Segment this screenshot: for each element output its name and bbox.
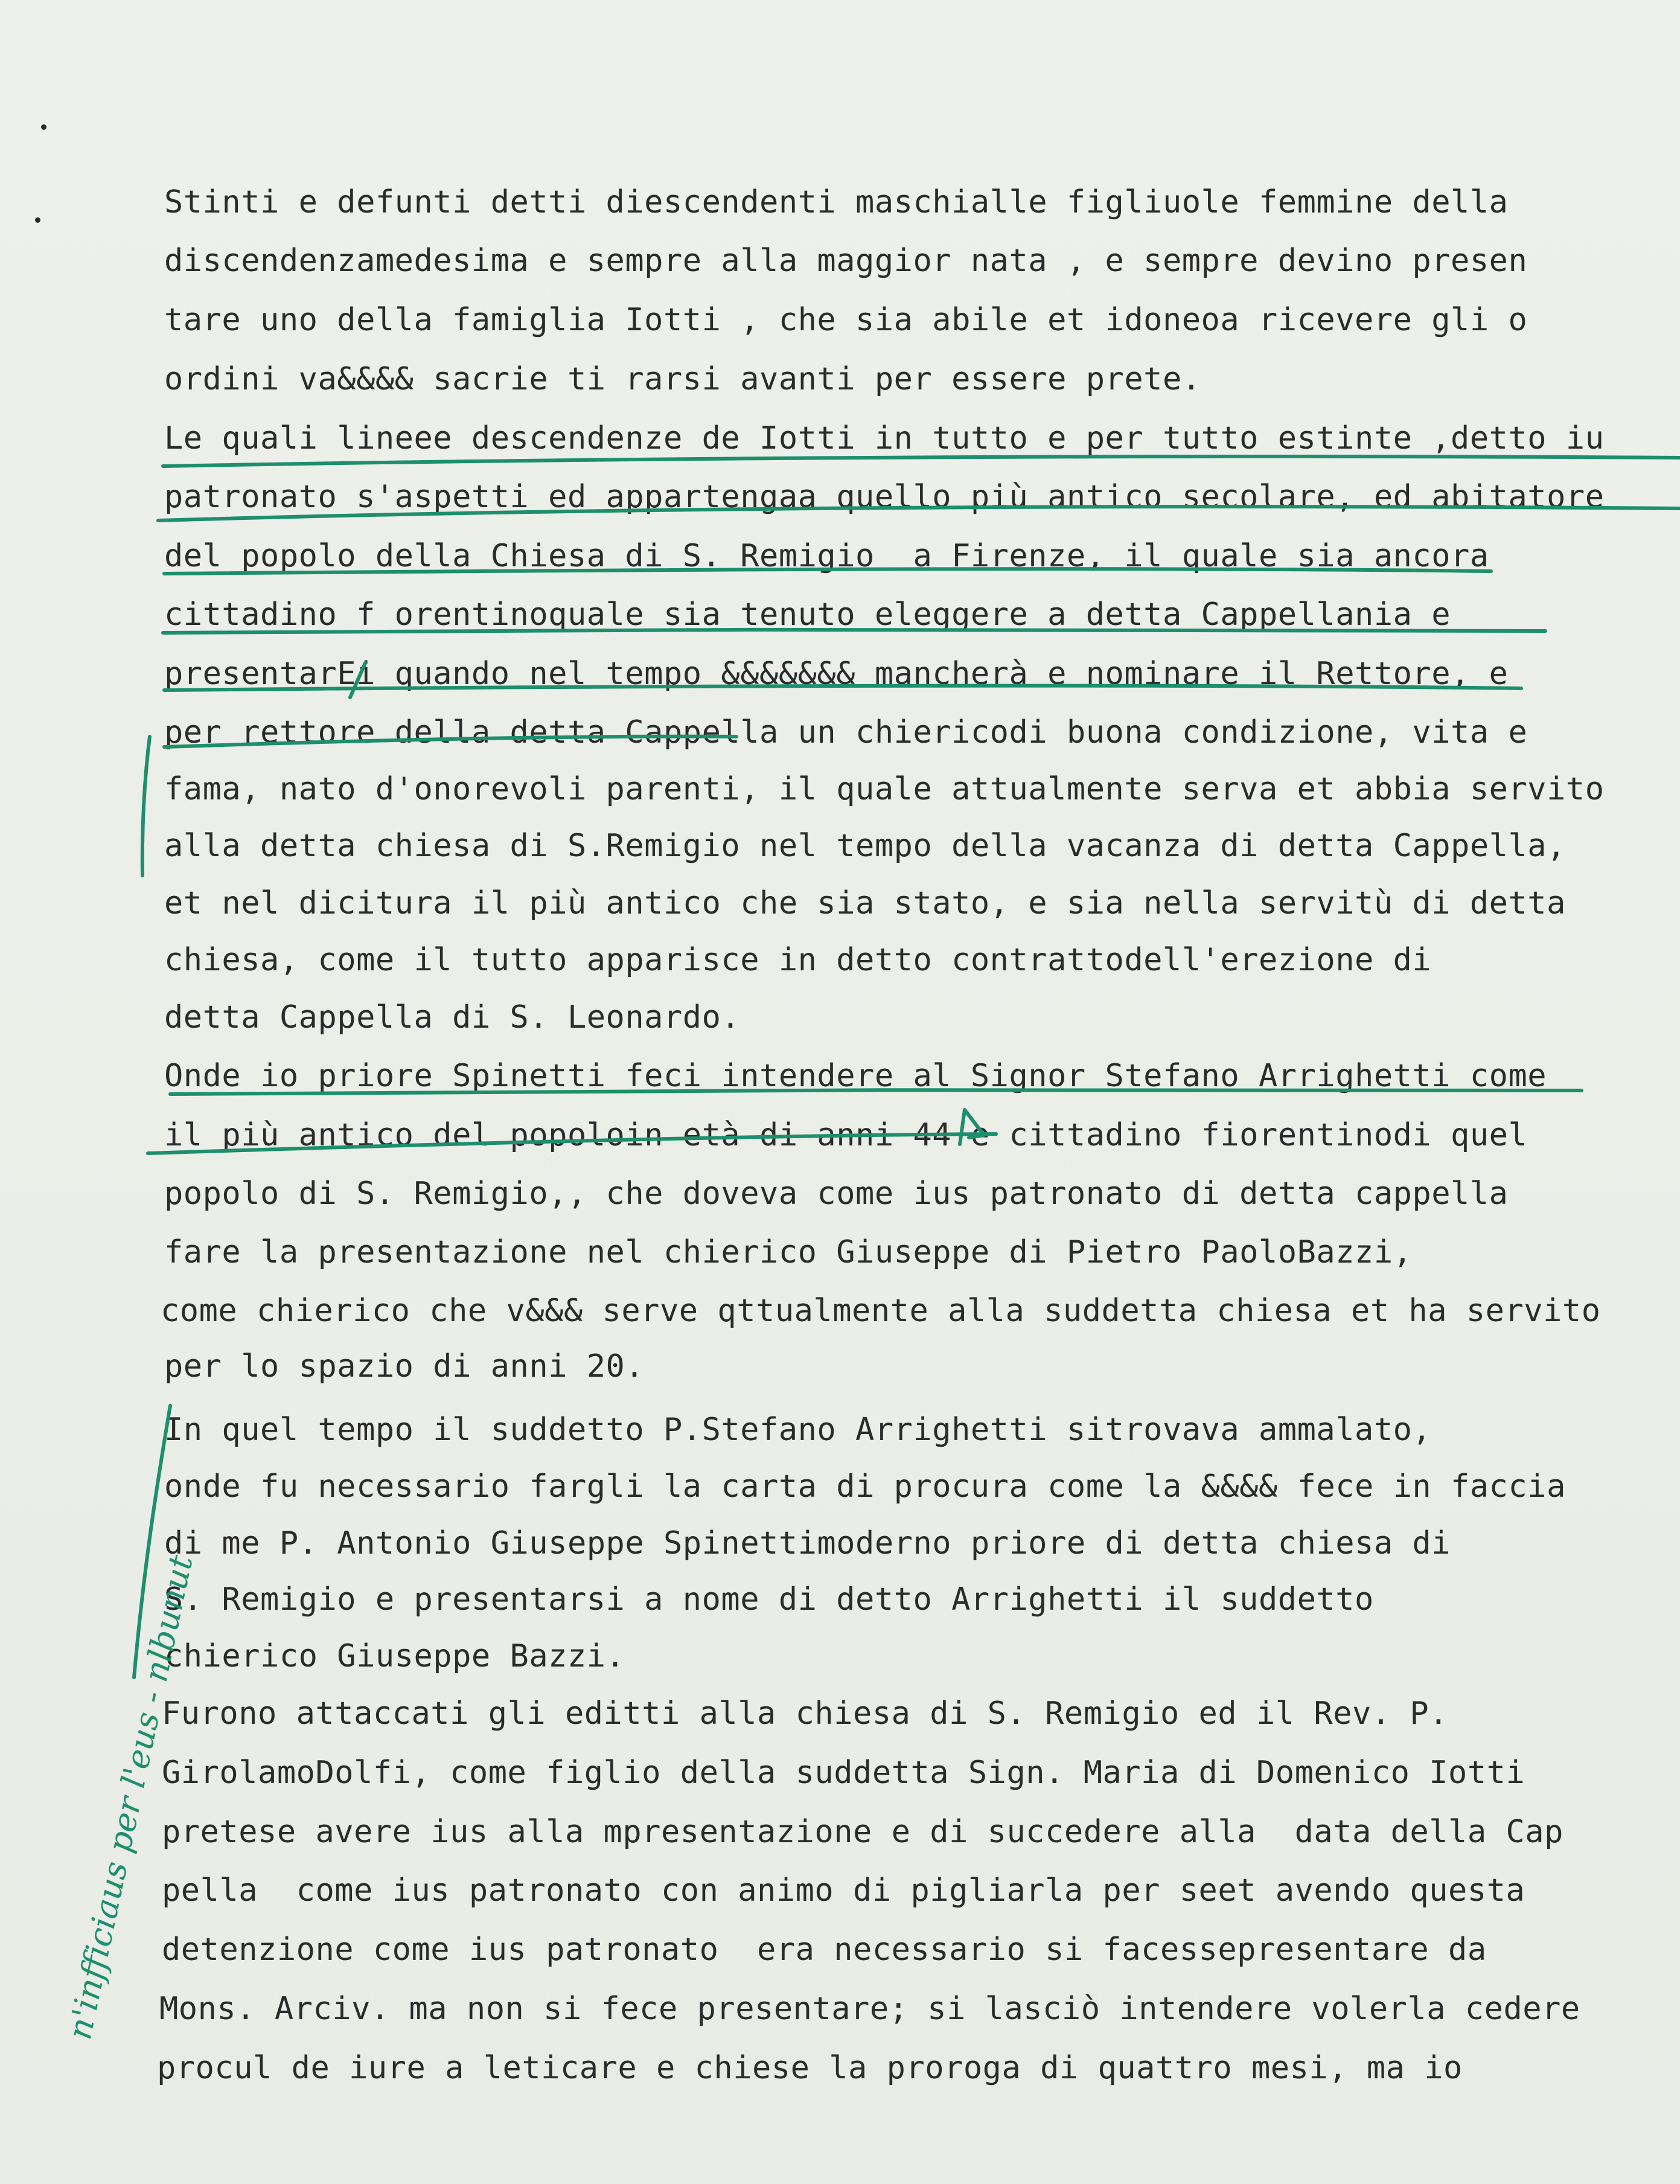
typed-line-26: chierico Giuseppe Bazzi.: [164, 1638, 625, 1674]
typed-line-23: onde fu necessario fargli la carta di procura come la &&&& fece in faccia: [164, 1468, 1566, 1505]
typed-line-27: Furono attaccati gli editti alla chiesa di S. Remigio ed il Rev. P.: [162, 1696, 1449, 1732]
typed-line-5: Le quali lineee descendenze de Iotti in tutto e per tutto estinte ,detto iu: [164, 420, 1605, 456]
typed-line-15: detta Cappella di S. Leonardo.: [164, 999, 741, 1036]
handwritten-margin-note: n'infficiaus per l'eus - nlbunut: [60, 1552, 200, 2043]
typed-line-16: Onde io priore Spinetti feci intendere al Signor Stefano Arrighetti come: [164, 1058, 1547, 1094]
typed-line-18: popolo di S. Remigio,, che doveva come ius patronato di detta cappella: [164, 1176, 1509, 1212]
underline-green-1: [163, 456, 1680, 466]
typed-line-12: alla detta chiesa di S.Remigio nel tempo della vacanza di detta Cappella,: [164, 828, 1566, 864]
typed-line-3: tare uno della famiglia Iotti , che sia abile et idoneoa ricevere gli o: [164, 302, 1528, 338]
typed-line-29: pretese avere ius alla mpresentazione e di succedere alla data della Cap: [162, 1814, 1563, 1850]
margin-dot-1: [41, 124, 46, 130]
typed-line-24: di me P. Antonio Giuseppe Spinettimoderno priore di detta chiesa di: [164, 1525, 1451, 1561]
typed-line-9: presentarEi quando nel tempo &&&&&&& mancherà e nominare il Rettore, e: [164, 656, 1509, 692]
typed-line-17: il più antico del popoloin età di anni 44 e cittadino fiorentinodi quel: [164, 1117, 1528, 1153]
typed-line-13: et nel dicitura il più antico che sia stato, e sia nella servitù di detta: [164, 885, 1566, 921]
typed-line-30: pella come ius patronato con animo di pigliarla per seet avendo questa: [162, 1872, 1525, 1909]
typed-line-6: patronato s'aspetti ed appartengaa quello più antico secolare, ed abitatore: [164, 479, 1605, 515]
typed-line-19: fare la presentazione nel chierico Giuseppe di Pietro PaoloBazzi,: [164, 1234, 1413, 1270]
margin-dot-2: [35, 217, 40, 223]
typed-line-11: fama, nato d'onorevoli parenti, il quale attualmente serva et abbia servito: [164, 771, 1605, 807]
typed-line-22: In quel tempo il suddetto P.Stefano Arrighetti sitrovava ammalato,: [164, 1412, 1432, 1448]
typed-line-8: cittadino f orentinoquale sia tenuto eleggere a detta Cappellania e: [164, 597, 1451, 633]
typed-line-7: del popolo della Chiesa di S. Remigio a Firenze, il quale sia ancora: [164, 538, 1489, 574]
typed-line-32: Mons. Arciv. ma non si fece presentare; si lasciò intendere volerla cedere: [159, 1991, 1580, 2027]
typed-line-1: Stinti e defunti detti diescendenti maschialle figliuole femmine della: [164, 184, 1509, 220]
typed-line-21: per lo spazio di anni 20.: [164, 1348, 645, 1385]
typed-line-25: S. Remigio e presentarsi a nome di detto Arrighetti il suddetto: [164, 1581, 1374, 1618]
typed-line-4: ordini va&&&& sacrie ti rarsi avanti per essere prete.: [164, 361, 1201, 397]
typed-line-10: per rettore della detta Cappella un chiericodi buona condizione, vita e: [164, 714, 1528, 751]
typed-line-14: chiesa, come il tutto apparisce in detto contrattodell'erezione di: [164, 942, 1432, 978]
typed-line-20: come chierico che v&&& serve qttualmente alla suddetta chiesa et ha servito: [161, 1293, 1601, 1329]
typed-line-28: GirolamoDolfi, come figlio della suddetta Sign. Maria di Domenico Iotti: [162, 1755, 1525, 1791]
typed-line-33: procul de iure a leticare e chiese la proroga di quattro mesi, ma io: [157, 2050, 1463, 2086]
typed-line-31: detenzione come ius patronato era necessario si facessepresentare da: [162, 1932, 1487, 1968]
margin-bracket-1: [142, 737, 150, 876]
typed-line-2: discendenzamedesima e sempre alla maggior nata , e sempre devino presen: [164, 243, 1528, 279]
